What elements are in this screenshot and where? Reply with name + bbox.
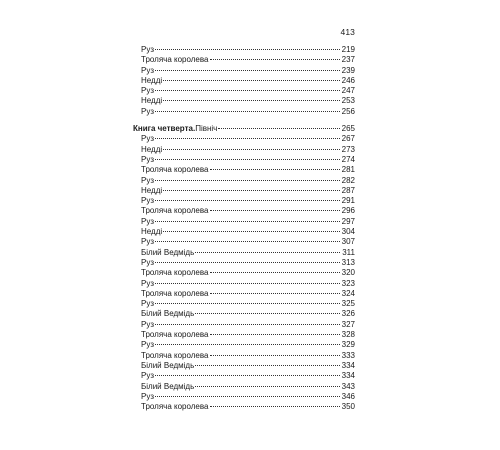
toc-entry: [133, 289, 355, 299]
toc-section-heading: [133, 124, 355, 134]
toc-page-number: 320: [341, 268, 355, 278]
table-of-contents: [133, 45, 355, 412]
toc-page-number: 307: [341, 237, 355, 247]
dot-leader: [155, 180, 340, 181]
toc-entry: [133, 268, 355, 278]
toc-entry: [133, 45, 355, 55]
toc-entry: [133, 309, 355, 319]
dot-leader: [210, 406, 341, 407]
toc-title-group: [133, 392, 154, 402]
dot-leader: [210, 210, 341, 211]
toc-page-number: 323: [341, 278, 355, 288]
dot-leader: [163, 231, 340, 232]
toc-page-number: 287: [341, 185, 355, 195]
toc-title-group: [133, 289, 209, 299]
toc-entry: [133, 186, 355, 196]
toc-page-number: 311: [342, 247, 355, 257]
toc-entry: [133, 86, 355, 96]
toc-title-group: [133, 237, 154, 247]
toc-entry-title: Білий Ведмідь: [141, 309, 195, 319]
toc-entry-title: Руз: [141, 237, 155, 247]
toc-entry: [133, 227, 355, 237]
toc-entry-title: Недді: [141, 144, 163, 154]
dot-leader: [210, 59, 341, 60]
toc-entry: [133, 155, 355, 165]
dot-leader: [210, 272, 341, 273]
toc-page-number: 237: [341, 55, 355, 65]
toc-book-subtitle: Північ: [195, 124, 218, 134]
dot-leader: [155, 221, 340, 222]
dot-leader: [155, 324, 340, 325]
toc-entry-title: Руз: [141, 391, 155, 401]
dot-leader: [210, 293, 341, 294]
toc-page-number: 274: [341, 154, 355, 164]
toc-page-number: 334: [341, 371, 355, 381]
toc-entry-title: Троляча королева: [141, 350, 209, 360]
toc-entry-title: Руз: [141, 154, 155, 164]
dot-leader: [163, 100, 340, 101]
toc-page-number: 256: [341, 106, 355, 116]
toc-entry: [133, 55, 355, 65]
dot-leader: [155, 241, 340, 242]
toc-title-group: [133, 145, 162, 155]
dot-leader: [163, 190, 340, 191]
dot-leader: [195, 365, 340, 366]
toc-entry-title: Руз: [141, 45, 155, 54]
toc-title-group: [133, 107, 154, 117]
dot-leader: [210, 334, 341, 335]
dot-leader: [155, 111, 340, 112]
toc-page-number: 326: [341, 309, 355, 319]
toc-page-number: 282: [341, 175, 355, 185]
toc-title-group: [133, 309, 194, 319]
toc-page-number: 313: [341, 257, 355, 267]
dot-leader: [155, 70, 340, 71]
toc-entry-title: Руз: [141, 278, 155, 288]
toc-entry-title: Руз: [141, 216, 155, 226]
toc-entry: [133, 76, 355, 86]
toc-entry: [133, 299, 355, 309]
toc-entry-title: Троляча королева: [141, 402, 209, 412]
toc-title-group: [133, 340, 154, 350]
toc-title-group: [133, 382, 194, 392]
dot-leader: [195, 313, 340, 314]
toc-page-number: 350: [341, 402, 355, 412]
toc-page-number: 296: [341, 206, 355, 216]
toc-title-group: [133, 227, 162, 237]
toc-page-number: 265: [341, 124, 355, 134]
toc-title-group: [133, 206, 209, 216]
toc-title-group: [133, 76, 162, 86]
toc-entry: [133, 351, 355, 361]
toc-entry: [133, 96, 355, 106]
toc-title-group: [133, 55, 209, 65]
dot-leader: [163, 80, 340, 81]
toc-entry: [133, 107, 355, 117]
toc-entry-title: Троляча королева: [141, 165, 209, 175]
dot-leader: [155, 283, 340, 284]
toc-entry: [133, 320, 355, 330]
toc-title-group: [133, 66, 154, 76]
toc-page-number: 247: [341, 86, 355, 96]
toc-entry: [133, 258, 355, 268]
toc-title-group: [133, 258, 154, 268]
dot-leader: [155, 375, 340, 376]
toc-entry: [133, 382, 355, 392]
toc-entry-title: Руз: [141, 65, 155, 75]
toc-page-number: 333: [341, 350, 355, 360]
toc-entry: [133, 217, 355, 227]
toc-entry: [133, 330, 355, 340]
dot-leader: [155, 200, 340, 201]
toc-title-group: [133, 371, 154, 381]
toc-page-number: 291: [341, 196, 355, 206]
dot-leader: [155, 49, 340, 50]
toc-entry: [133, 340, 355, 350]
toc-page-number: 273: [341, 144, 355, 154]
toc-page-number: 281: [341, 165, 355, 175]
dot-leader: [210, 355, 341, 356]
toc-title-group: [133, 330, 209, 340]
dot-leader: [155, 344, 340, 345]
toc-title-group: [133, 361, 194, 371]
dot-leader: [195, 386, 340, 387]
toc-entry-title: Руз: [141, 106, 155, 116]
toc-title-group: [133, 134, 154, 144]
toc-entry-title: Троляча королева: [141, 268, 209, 278]
toc-page-number: 297: [341, 216, 355, 226]
toc-page-number: 334: [341, 360, 355, 370]
toc-title-group: [133, 268, 209, 278]
toc-page-number: 239: [341, 65, 355, 75]
toc-entry-title: Недді: [141, 227, 163, 237]
toc-title-group: [133, 176, 154, 186]
toc-title-group: [133, 96, 162, 106]
toc-page-number: 329: [341, 340, 355, 350]
toc-title-group: [133, 217, 154, 227]
toc-entry-title: Троляча королева: [141, 55, 209, 65]
toc-entry-title: Руз: [141, 134, 155, 144]
toc-entry-title: Руз: [141, 86, 155, 96]
toc-entry: [133, 237, 355, 247]
dot-leader: [210, 169, 341, 170]
toc-title-group: [133, 279, 154, 289]
toc-book-title: Книга четверта.: [133, 124, 196, 134]
toc-entry-title: Недді: [141, 75, 163, 85]
toc-page-number: 346: [341, 391, 355, 401]
toc-entry: [133, 196, 355, 206]
toc-entry-title: Руз: [141, 371, 155, 381]
toc-title-group: [133, 186, 162, 196]
toc-title-group: [133, 86, 154, 96]
toc-entry-title: Троляча королева: [141, 206, 209, 216]
dot-leader: [155, 159, 340, 160]
toc-page-number: 328: [341, 330, 355, 340]
toc-title-group: [133, 196, 154, 206]
toc-page-number: 304: [341, 227, 355, 237]
toc-page-number: 267: [341, 134, 355, 144]
toc-title-group: [133, 402, 209, 412]
dot-leader: [155, 262, 340, 263]
toc-page-number: 219: [341, 45, 355, 54]
toc-page-number: 327: [341, 319, 355, 329]
toc-entry-title: Руз: [141, 299, 155, 309]
dot-leader: [218, 128, 340, 129]
toc-title-group: [133, 165, 209, 175]
toc-entry-title: Руз: [141, 319, 155, 329]
toc-page-number: 343: [341, 381, 355, 391]
toc-entry-title: Недді: [141, 96, 163, 106]
toc-page-number: 253: [341, 96, 355, 106]
toc-entry-title: Білий Ведмідь: [141, 247, 195, 257]
toc-entry: [133, 248, 355, 258]
toc-title-group: [133, 351, 209, 361]
toc-title-group: [133, 45, 154, 55]
dot-leader: [163, 149, 340, 150]
toc-entry-title: Руз: [141, 196, 155, 206]
toc-entry-title: Руз: [141, 340, 155, 350]
dot-leader: [195, 252, 340, 253]
toc-page-number: 325: [341, 299, 355, 309]
toc-entry-title: Білий Ведмідь: [141, 381, 195, 391]
toc-title-group: [133, 320, 154, 330]
dot-leader: [155, 90, 340, 91]
dot-leader: [155, 138, 340, 139]
toc-entry: [133, 371, 355, 381]
toc-entry: [133, 165, 355, 175]
toc-title-group: [133, 155, 154, 165]
toc-title-group: [133, 299, 154, 309]
toc-entry: [133, 66, 355, 76]
toc-entry-title: Недді: [141, 185, 163, 195]
toc-entry-title: Троляча королева: [141, 330, 209, 340]
toc-page-number: 246: [341, 75, 355, 85]
toc-entry-title: Троляча королева: [141, 288, 209, 298]
toc-entry: [133, 206, 355, 216]
toc-entry-title: Руз: [141, 175, 155, 185]
toc-entry: [133, 134, 355, 144]
toc-entry: [133, 176, 355, 186]
toc-entry: [133, 279, 355, 289]
dot-leader: [155, 396, 340, 397]
toc-entry: [133, 402, 355, 412]
toc-entry: [133, 361, 355, 371]
dot-leader: [155, 303, 340, 304]
toc-entry: [133, 145, 355, 155]
toc-entry-title: Руз: [141, 257, 155, 267]
page-number: 413: [340, 27, 355, 37]
toc-page-number: 324: [341, 288, 355, 298]
toc-entry-title: Білий Ведмідь: [141, 360, 195, 370]
toc-title-group: [133, 124, 217, 134]
toc-title-group: [133, 248, 194, 258]
toc-entry: [133, 392, 355, 402]
